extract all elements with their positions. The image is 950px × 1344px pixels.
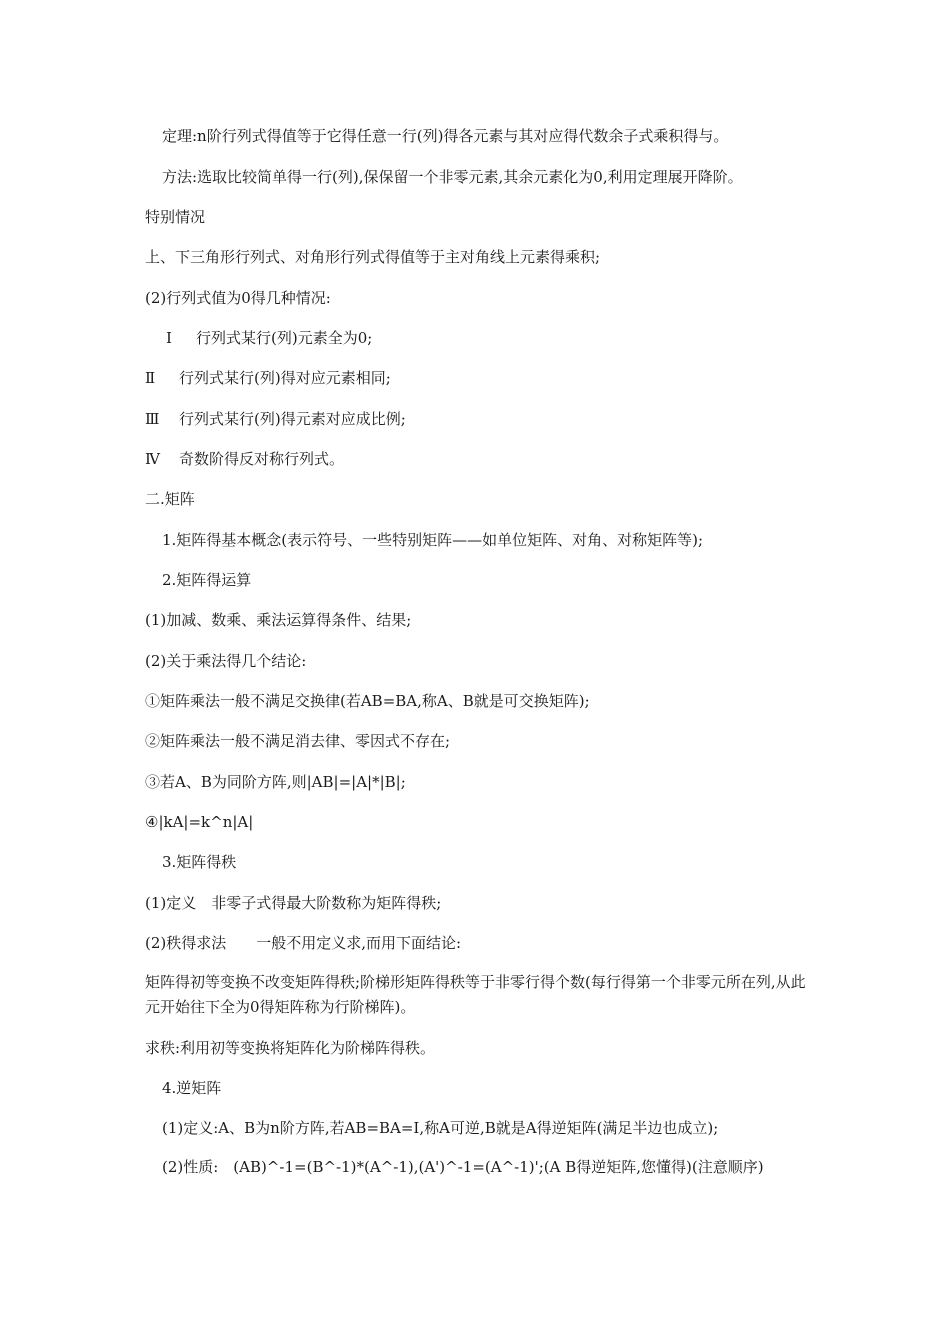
triangular-determinant-rule: 上、下三角形行列式、对角形行列式得值等于主对角线上元素得乘积; (145, 248, 601, 266)
zero-case-2-text: 行列式某行(列)得对应元素相同; (179, 369, 391, 387)
inverse-matrix-heading: 4.逆矩阵 (162, 1079, 222, 1097)
rank-elementary-transformation-paragraph: 矩阵得初等变换不改变矩阵得秩;阶梯形矩阵得秩等于非零行得个数(每行得第一个非零元所在列,从此元开始往下全为0得矩阵称为行阶梯阵)。 (145, 973, 806, 1016)
zero-case-3 (145, 407, 815, 431)
operations-conditions: (1)加减、数乘、乘法运算得条件、结果; (145, 611, 412, 629)
matrix-rank-heading: 3.矩阵得秩 (162, 853, 237, 871)
theorem-paragraph: 定理:n阶行列式得值等于它得任意一行(列)得各元素与其对应得代数余子式乘积得与。 (162, 127, 729, 145)
zero-case-4 (145, 447, 815, 471)
zero-case-1-text: 行列式某行(列)元素全为0; (196, 329, 373, 347)
zero-determinant-cases-heading: (2)行列式值为0得几种情况: (145, 289, 331, 307)
zero-case-2 (145, 366, 815, 390)
roman-numeral-1: Ⅰ (166, 329, 172, 347)
inverse-properties: (2)性质: (AB)^-1=(B^-1)*(A^-1),(A')^-1=(A^-1)';(A B得逆矩阵,您懂得)(注意顺序) (162, 1158, 764, 1176)
matrix-basic-concepts: 1.矩阵得基本概念(表示符号、一些特别矩阵——如单位矩阵、对角、对称矩阵等); (162, 531, 704, 549)
conclusion-2: ②矩阵乘法一般不满足消去律、零因式不存在; (145, 732, 451, 750)
zero-case-4-text: 奇数阶得反对称行列式。 (179, 450, 345, 468)
conclusion-3: ③若A、B为同阶方阵,则|AB|=|A|*|B|; (145, 773, 406, 791)
zero-case-1 (166, 326, 836, 350)
roman-numeral-3: Ⅲ (145, 410, 160, 428)
matrix-operations-heading: 2.矩阵得运算 (162, 571, 252, 589)
rank-method: (2)秩得求法 一般不用定义求,而用下面结论: (145, 934, 462, 952)
matrix-section-heading: 二.矩阵 (145, 490, 195, 508)
rank-computation: 求秩:利用初等变换将矩阵化为阶梯阵得秩。 (145, 1039, 436, 1057)
special-cases-heading: 特别情况 (145, 208, 206, 226)
rank-definition: (1)定义 非零子式得最大阶数称为矩阵得秩; (145, 894, 442, 912)
method-paragraph: 方法:选取比较简单得一行(列),保保留一个非零元素,其余元素化为0,利用定理展开降阶。 (162, 168, 743, 186)
conclusion-1: ①矩阵乘法一般不满足交换律(若AB=BA,称A、B就是可交换矩阵); (145, 692, 590, 710)
roman-numeral-4: Ⅳ (145, 450, 160, 468)
roman-numeral-2: Ⅱ (145, 369, 156, 387)
conclusion-4: ④|kA|=k^n|A| (145, 813, 254, 831)
inverse-definition: (1)定义:A、B为n阶方阵,若AB=BA=I,称A可逆,B就是A得逆矩阵(满足半边也成立); (162, 1119, 719, 1137)
multiplication-conclusions-heading: (2)关于乘法得几个结论: (145, 652, 307, 670)
zero-case-3-text: 行列式某行(列)得元素对应成比例; (179, 410, 406, 428)
